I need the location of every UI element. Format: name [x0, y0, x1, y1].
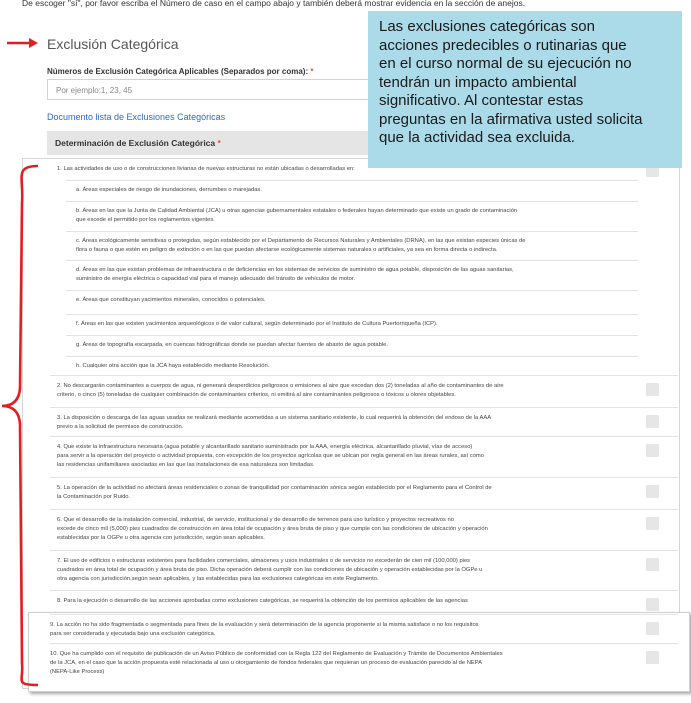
row-divider	[66, 180, 638, 181]
row-divider	[50, 375, 678, 376]
row-divider	[66, 314, 638, 315]
callout-line: que la actividad sea excluida.	[379, 129, 575, 146]
row-divider	[50, 614, 678, 615]
question-4	[57, 443, 484, 470]
callout-line: tendrán un impacto ambiental	[379, 73, 577, 91]
field-label	[47, 67, 313, 76]
text-line: a. Áreas especiales de riesgo de inundaciones, derrumbes o marejadas.	[76, 187, 262, 193]
question-checkbox[interactable]	[646, 415, 659, 428]
question-10	[50, 650, 503, 677]
text-line: d. Áreas en las que existan problemas de infraestructura o de deficiencias en los sistemas de servicios de suministro de agua potable, disposición de las aguas sanitarias,	[76, 267, 514, 273]
callout-line: Las exclusiones categóricas son	[379, 18, 595, 35]
text-line: establecidas por la OGPe u otra agencia con jurisdicción, según sean aplicables.	[57, 535, 265, 541]
sub-item	[76, 207, 517, 225]
sub-item	[76, 362, 269, 371]
row-divider	[50, 590, 678, 591]
text-line: 4. Que existe la infraestructura necesaria (agua potable y alcantarillado sanitario suministrado por la AAA, energía eléctrica, alcantarillado pluvial, vías de acceso)	[57, 444, 473, 450]
row-divider	[66, 231, 638, 232]
text-line: excede de cinco mil (5,000) pies cuadrados de construcción en área total de ocupación y área bruta de piso y que cumple con las condiciones de ubicación y operación	[57, 526, 488, 532]
row-divider	[50, 550, 678, 551]
question-9	[50, 621, 479, 639]
text-line: 10. Que ha cumplido con el requisito de publicación de un Aviso Público de conformidad con la Regla 122 del Reglamento de Evaluación y Trámite de Documentos Ambientales	[50, 651, 503, 657]
text-line: flora o fauna o que estén en peligro de extinción o en las que puedan afectarse ecológicamente sistemas naturales o artificiales, ya sea en forma directa o indirecta.	[76, 247, 498, 253]
row-divider	[50, 436, 678, 437]
row-divider	[50, 643, 678, 644]
text-line: para servir a la operación del proyecto o actividad propuesta, con excepción de los proyectos agrícolas que se ubican por regla general en las áreas rurales, así como	[57, 453, 484, 459]
required-mark: *	[217, 138, 221, 148]
sub-item	[76, 186, 262, 195]
text-line: previo a la solicitud de permisos de construcción.	[57, 424, 184, 430]
sub-item	[76, 237, 526, 255]
text-line: (NEPA-Like Process)	[50, 669, 105, 675]
text-line: 9. La acción no ha sido fragmentada o segmentada para fines de la evaluación y será determinación de la agencia proponente si la misma satisface o no los requisitos	[50, 622, 479, 628]
question-8	[57, 597, 468, 606]
callout-line: significativo. Al contestar estas	[379, 92, 584, 109]
question-checkbox[interactable]	[646, 598, 659, 611]
exclusion-numbers-input[interactable]	[47, 79, 373, 100]
sub-item	[76, 320, 438, 329]
text-line: 3. La disposición o descarga de las aguas usadas se realizará mediante acometidas a un sistema sanitario existente, lo cual requerirá la obtención del endoso de la AAA	[57, 415, 492, 421]
section-title: Exclusión Categórica	[47, 36, 179, 52]
sub-item	[76, 266, 514, 284]
text-line: cuadrados en área total de ocupación y área bruta de piso. Dicha operación deberá cumplir con las condiciones de ubicación y operación establecidas por la OGPe u	[57, 567, 483, 573]
row-divider	[66, 260, 638, 261]
row-divider	[50, 509, 678, 510]
question-checkbox[interactable]	[646, 383, 659, 396]
text-line: otra agencia con jurisdicción,según sean aplicables, y las establecidas para las exclusiones categóricas en este Reglamento.	[57, 576, 379, 582]
text-line: f. Áreas en las que existen yacimientos arqueológicos o de valor cultural, según determinado por el Instituto de Cultura Puertorriqueña (ICP).	[76, 321, 438, 327]
sub-item	[76, 296, 265, 305]
question-3	[57, 414, 491, 432]
text-line: b. Áreas en las que la Junta de Calidad Ambiental (JCA) u otras agencias gubernamentales estatales o federales hayan determinado que existe un grado de contaminación	[76, 208, 518, 214]
row-divider	[66, 356, 638, 357]
row-divider	[66, 290, 638, 291]
input-placeholder: Por ejemplo:1, 23, 45	[56, 86, 133, 95]
question-checkbox[interactable]	[646, 444, 659, 457]
text-line: de la JCA, en el caso que la acción propuesta esté relacionada al uso u otorgamiento de fondos federales que requieran un proceso de evaluación parecido al de NEPA	[50, 660, 483, 666]
text-line: 6. Que el desarrollo de la instalación comercial, industrial, de servicio, institucional y de desarrollo de terrenos para uso turístico y proyectos recreativos no	[57, 517, 454, 523]
callout-line: acciones predecibles o rutinarias que	[379, 36, 627, 54]
red-arrow-icon	[5, 36, 39, 50]
intro-text: De escoger "sí", por favor escriba el Número de caso en el campo abajo y también deberá mostrar evidencia en la sección de anejos.	[22, 0, 526, 8]
text-line: e. Áreas que constituyan yacimientos minerales, conocidos o potenciales.	[76, 297, 266, 303]
row-divider	[66, 201, 638, 202]
row-divider	[50, 407, 678, 408]
question-6	[57, 516, 488, 543]
question-checkbox[interactable]	[646, 558, 659, 571]
text-line: 2. No descargarán contaminantes a cuerpos de agua, ni generará desperdicios peligrosos o emisiones al aire que excedan dos (2) toneladas al año de contaminantes de aire	[57, 383, 504, 389]
determination-header-text: Determinación de Exclusión Categórica	[55, 138, 216, 148]
row-divider	[50, 477, 678, 478]
text-line: las residencias unifamiliares asociadas en las que las instalaciones de esa naturaleza son limitadas.	[57, 462, 315, 468]
text-line: para ser considerada y ejecutada bajo una exclusión categórica.	[50, 631, 216, 637]
callout-line: preguntas en la afirmativa usted solicita	[379, 110, 643, 128]
sub-item	[76, 341, 388, 350]
callout-line: en el curso normal de su ejecución no	[379, 55, 632, 72]
text-line: c. Áreas ecológicamente sensitivas o protegidas, según establecido por el Departamento de Recursos Naturales y Ambientales (DRNA), en las que existan especies únicas de	[76, 238, 526, 244]
required-mark: *	[310, 67, 314, 76]
text-line: 7. El uso de edificios o estructuras existentes para facilidades comerciales, almacenes y usos industriales o de servicios no excederán de cien mil (100,000) pies	[57, 558, 471, 564]
text-line: g. Áreas de topografía escarpada, en cuencas hidrográficas donde se puedan afectar fuentes de abasto de agua potable.	[76, 342, 388, 348]
question-5	[57, 484, 492, 502]
text-line: suministro de energía eléctrica o capacidad vial para el manejo adecuado del tránsito de vehículos de motor.	[76, 276, 356, 282]
question-1: 1. Las actividades de uso o de construcciones livianas de nuevas estructuras no están ubicadas o desarrolladas en:	[57, 166, 355, 172]
question-checkbox[interactable]	[646, 622, 659, 635]
question-checkbox[interactable]	[646, 485, 659, 498]
red-brace-icon	[0, 163, 40, 688]
row-divider	[66, 335, 638, 336]
text-line: criterio, o cinco (5) toneladas de cualquier combinación de contaminantes criterios, ni emitirá al aire contaminantes peligrosos o tóxicos u olores objetables.	[57, 392, 456, 398]
text-line: h. Cualquier otra acción que la JCA haya establecido mediante Resolución.	[76, 363, 270, 369]
exclusion-list-link[interactable]: Documento lista de Exclusiones Categóricas	[47, 112, 226, 122]
question-checkbox[interactable]	[646, 517, 659, 530]
question-checkbox[interactable]	[646, 651, 659, 664]
text-line: que excede el permitido por los reglamentos vigentes.	[76, 217, 215, 223]
info-callout	[368, 11, 682, 168]
text-line: la Contaminación por Ruido.	[57, 494, 131, 500]
field-label-text: Números de Exclusión Categórica Aplicables (Separados por coma):	[47, 67, 309, 76]
text-line: 5. La operación de la actividad no afectará áreas residenciales o zonas de tranquilidad por contaminación sónica según establecido por el Reglamento para el Control de	[57, 485, 492, 491]
question-2	[57, 382, 504, 400]
question-7	[57, 557, 482, 584]
text-line: 8. Para la ejecución o desarrollo de las acciones aprobadas como exclusiones categóricas, se requerirá la obtención de los permisos aplicables de las agencias	[57, 598, 468, 604]
